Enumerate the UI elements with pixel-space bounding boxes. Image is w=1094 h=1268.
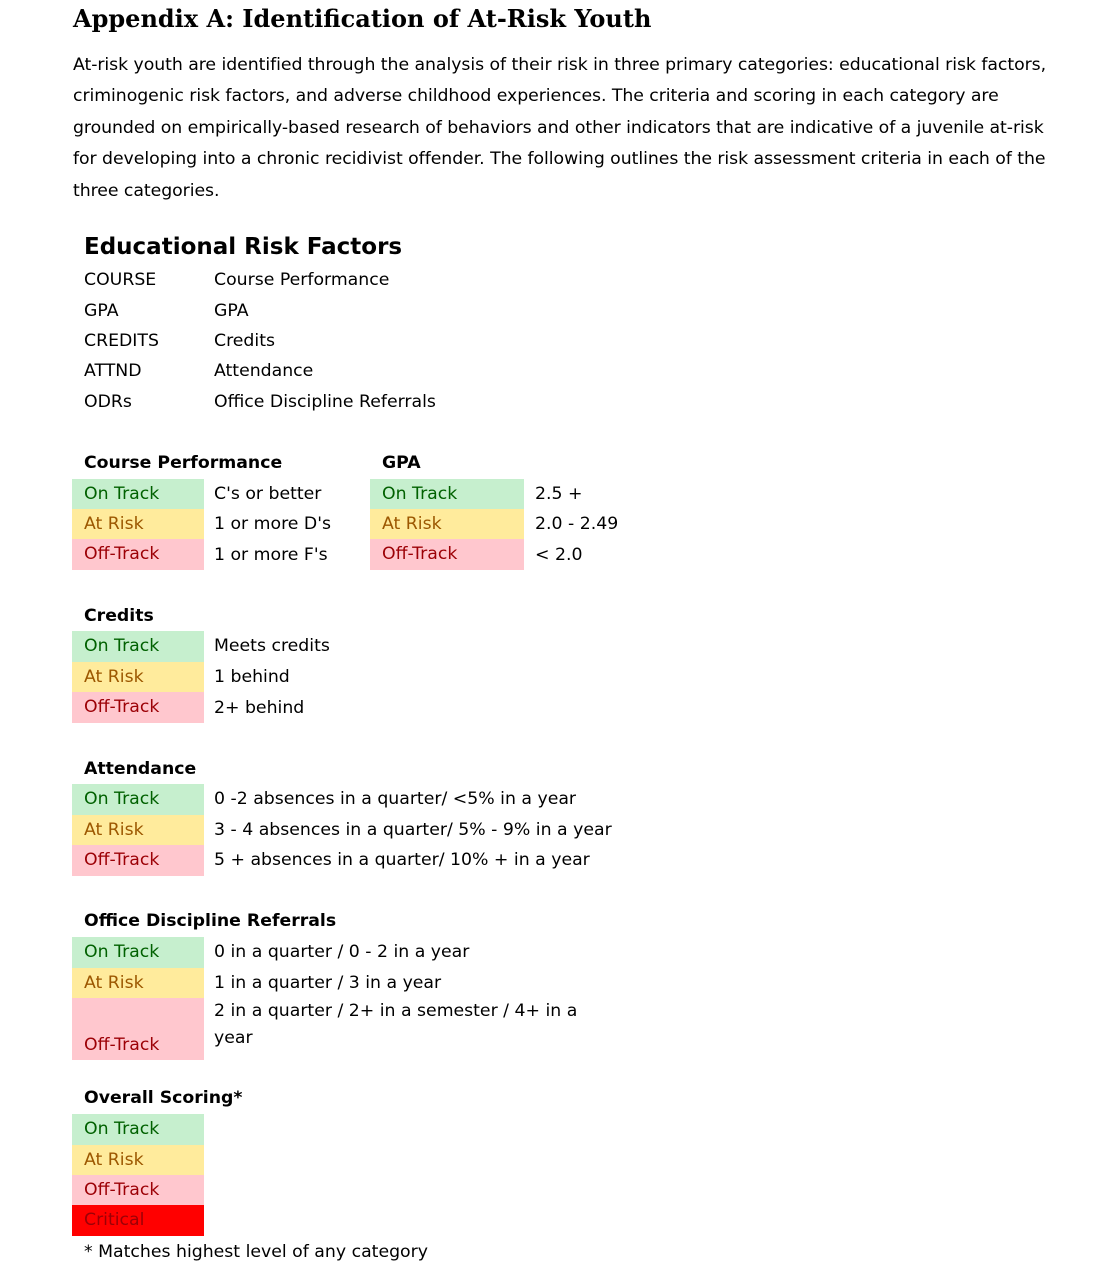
abbreviation-meaning: GPA [214,301,249,321]
credits-at-risk-value: 1 behind [214,667,290,687]
overall-scoring-heading: Overall Scoring* [84,1088,243,1108]
off-track-label: Off-Track [72,692,204,723]
credits-heading: Credits [84,606,154,626]
course-off-track-value: 1 or more F's [214,545,328,565]
abbreviation: GPA [84,301,119,321]
odr-off-track-value: 2 in a quarter / 2+ in a semester / 4+ in a year [214,1001,578,1048]
critical-label: Critical [72,1205,204,1236]
page-title: Appendix A: Identification of At-Risk Youth [73,4,652,33]
abbreviation: CREDITS [84,331,159,351]
course-at-risk-value: 1 or more D's [214,514,331,534]
at-risk-label: At Risk [370,509,524,540]
intro-paragraph: At-risk youth are identified through the analysis of their risk in three primary categories: educational risk factors, criminogenic risk factors, and adverse childhood experiences. The criteria and scoring in each category are grounded on empirically-based research of behaviors and other indicators that are indicative of a juvenile at-risk for developing into a chronic recidivist offender. The following outlines the risk assessment criteria in each of the three categories. [73,55,1047,201]
at-risk-label: At Risk [72,968,204,999]
odr-on-track-value: 0 in a quarter / 0 - 2 in a year [214,942,470,962]
abbreviation-meaning: Attendance [214,361,314,381]
abbreviation-meaning: Office Discipline Referrals [214,392,436,412]
on-track-label: On Track [370,479,524,510]
credits-off-track-value: 2+ behind [214,698,305,718]
gpa-on-track-value: 2.5 + [535,484,583,504]
gpa-at-risk-value: 2.0 - 2.49 [535,514,619,534]
off-track-label: Off-Track [72,845,204,876]
at-risk-label: At Risk [72,509,204,540]
abbreviation-meaning: Credits [214,331,275,351]
abbreviation-meaning: Course Performance [214,270,390,290]
at-risk-label: At Risk [72,1145,204,1176]
attendance-on-track-value: 0 -2 absences in a quarter/ <5% in a year [214,789,577,809]
gpa-off-track-value: < 2.0 [535,545,583,565]
attendance-off-track-value: 5 + absences in a quarter/ 10% + in a year [214,850,590,870]
at-risk-label: At Risk [72,815,204,846]
off-track-label: Off-Track [370,539,524,570]
credits-on-track-value: Meets credits [214,636,330,656]
on-track-label: On Track [72,1114,204,1145]
attendance-at-risk-value: 3 - 4 absences in a quarter/ 5% - 9% in a year [214,820,612,840]
overall-scoring-note: * Matches highest level of any category [84,1242,428,1262]
on-track-label: On Track [72,784,204,815]
at-risk-label: At Risk [72,662,204,693]
educational-risk-heading: Educational Risk Factors [84,234,403,260]
on-track-label: On Track [72,937,204,968]
attendance-heading: Attendance [84,759,197,779]
abbreviation: ATTND [84,361,142,381]
abbreviation: ODRs [84,392,132,412]
on-track-label: On Track [72,631,204,662]
off-track-label: Off-Track [72,998,204,1060]
on-track-label: On Track [72,479,204,510]
course-on-track-value: C's or better [214,484,322,504]
odr-at-risk-value: 1 in a quarter / 3 in a year [214,973,442,993]
off-track-label: Off-Track [72,539,204,570]
off-track-label: Off-Track [72,1175,204,1206]
abbreviation: COURSE [84,270,157,290]
gpa-heading: GPA [382,453,421,473]
odr-heading: Office Discipline Referrals [84,911,337,931]
course-performance-heading: Course Performance [84,453,283,473]
